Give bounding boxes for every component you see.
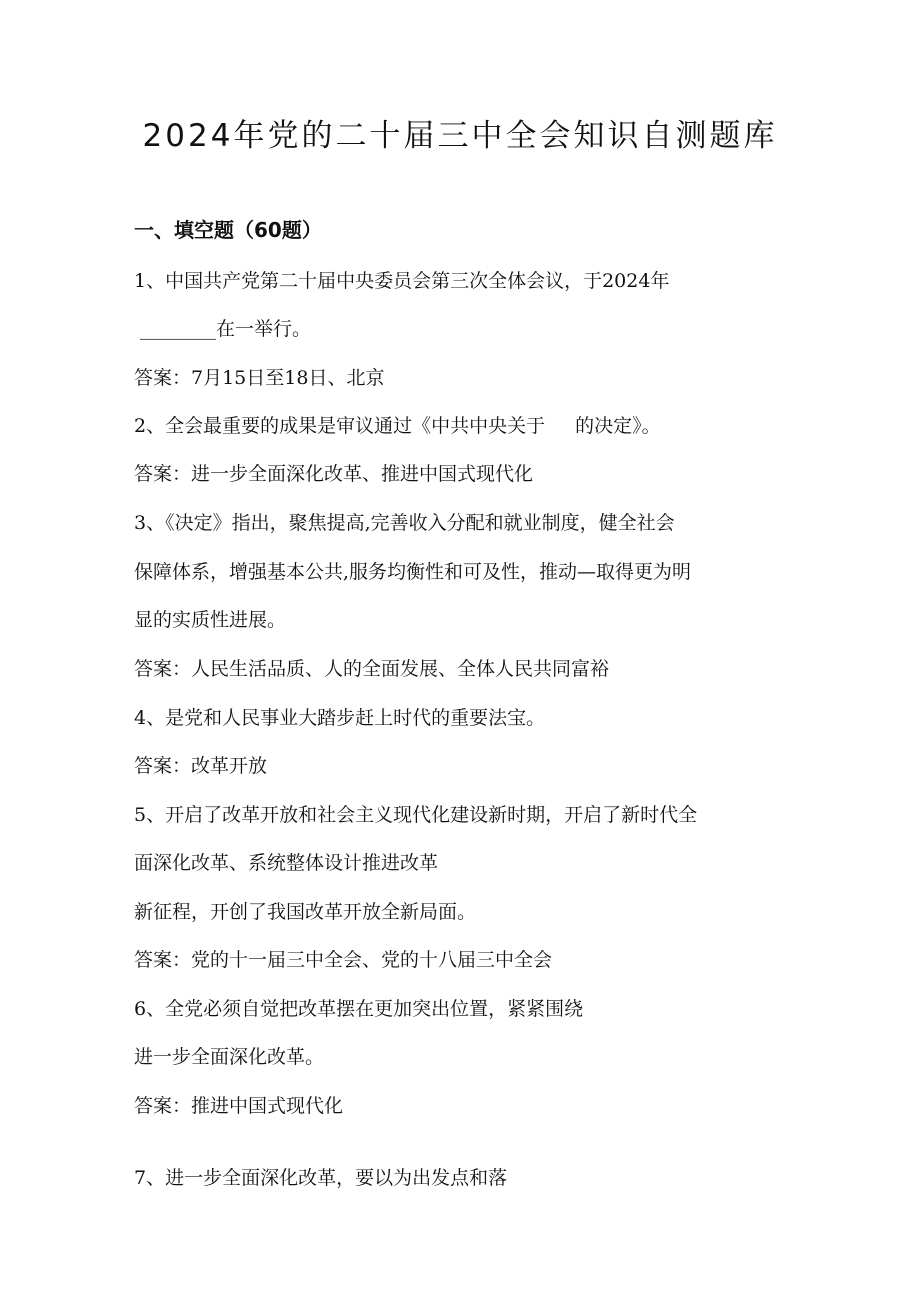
question-2-part-1: 2、全会最重要的成果是审议通过《中共中央关于 [134, 415, 546, 437]
question-2-part-2: 的决定》。 [575, 415, 661, 437]
question-5-line-2: 面深化改革、系统整体设计推进改革 [134, 852, 439, 874]
answer-4: 答案：改革开放 [134, 755, 268, 777]
document-title: 2024年党的二十届三中全会知识自测题库 [142, 118, 778, 154]
question-2-line [134, 411, 661, 441]
question-4-line: 4、是党和人民事业大踏步赶上时代的重要法宝。 [134, 707, 546, 729]
answer-6: 答案：推进中国式现代化 [134, 1095, 344, 1117]
question-3-line-2: 保障体系，增强基本公共,服务均衡性和可及性，推动—取得更为明 [134, 561, 692, 583]
answer-5: 答案：党的十一届三中全会、党的十八届三中全会 [134, 949, 553, 971]
question-7-line-1: 7、进一步全面深化改革，要以为出发点和落 [134, 1167, 508, 1189]
question-5-line-3: 新征程，开创了我国改革开放全新局面。 [134, 901, 477, 923]
answer-3: 答案：人民生活品质、人的全面发展、全体人民共同富裕 [134, 658, 610, 680]
question-3-line-1: 3、《决定》指出，聚焦提高,完善收入分配和就业制度，健全社会 [134, 512, 675, 534]
question-1-line-1: 1、中国共产党第二十届中央委员会第三次全体会议，于2024年 [134, 270, 670, 292]
question-1-line-2: ________在一举行。 [140, 318, 312, 340]
question-3-line-3: 显的实质性进展。 [134, 609, 287, 631]
question-6-line-1: 6、全党必须自觉把改革摆在更加突出位置，紧紧围绕 [134, 998, 584, 1020]
answer-2: 答案：进一步全面深化改革、推进中国式现代化 [134, 463, 534, 485]
question-5-line-1: 5、开启了改革开放和社会主义现代化建设新时期，开启了新时代全 [134, 804, 698, 826]
question-6-line-2: 进一步全面深化改革。 [134, 1046, 325, 1068]
section-heading: 一、填空题（60题） [134, 218, 322, 242]
answer-1: 答案：7月15日至18日、北京 [134, 367, 385, 389]
